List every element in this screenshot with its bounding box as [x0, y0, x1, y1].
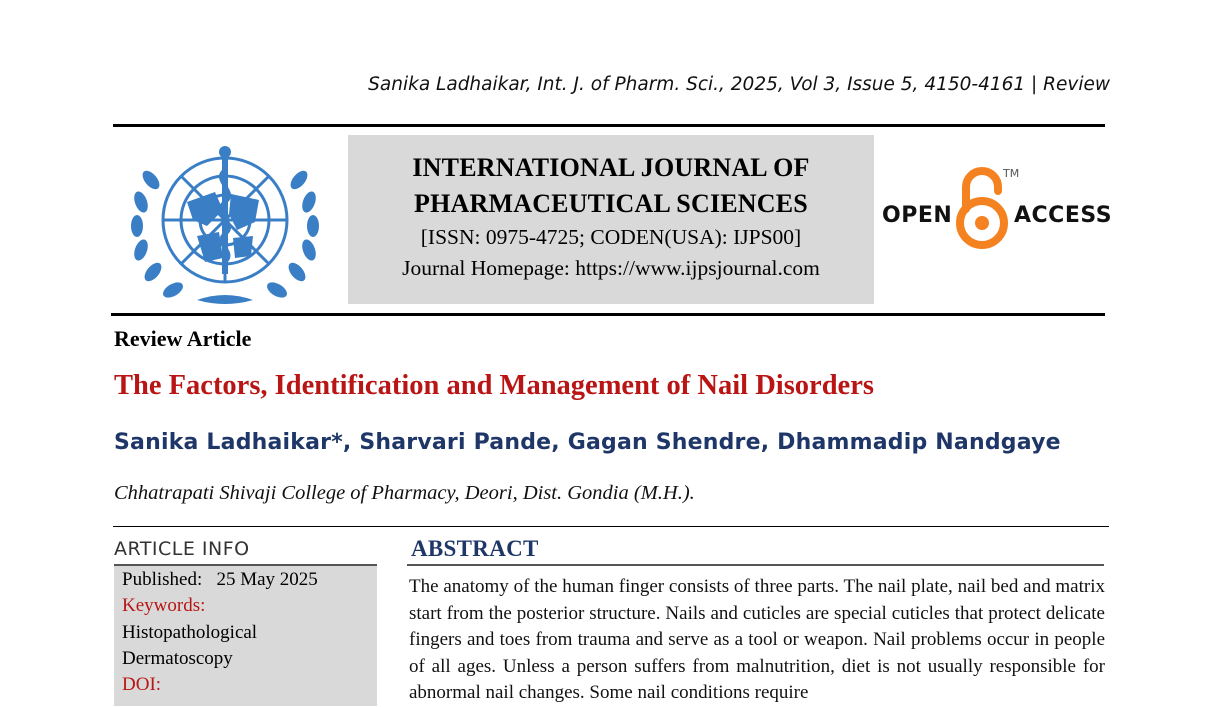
article-authors: Sanika Ladhaikar*, Sharvari Pande, Gagan Shendre, Dhammadip Nandgaye [114, 430, 1061, 455]
keyword-item: Histopathological [122, 622, 258, 643]
keyword-item: Dermatoscopy [122, 648, 233, 669]
header-top-rule [113, 124, 1105, 127]
published-value: 25 May 2025 [216, 569, 318, 590]
article-type: Review Article [114, 326, 252, 351]
journal-homepage[interactable]: Journal Homepage: https://www.ijpsjournal.com [402, 256, 820, 280]
abstract-text: The anatomy of the human finger consists of three parts. The nail plate, nail bed and matrix start from the posterior structure. Nails and cuticles are special cuticles that protect delicate fingers and toes from trauma and serve as a tool or weapon. Nail problems occur in people of all ages. Unless a person suffers from malnutrition, diet is not usually responsible for abnormal nail changes. Some nail conditions require [409, 576, 1105, 704]
section-divider [113, 526, 1109, 527]
open-access-left-text: OPEN [882, 203, 953, 228]
abstract-rule [407, 564, 1104, 566]
journal-title-line2: PHARMACEUTICAL SCIENCES [414, 189, 808, 218]
published-label: Published: [122, 569, 203, 590]
open-access-right-text: ACCESS [1014, 203, 1113, 228]
keywords-label: Keywords: [122, 595, 206, 616]
header-bottom-rule [111, 313, 1105, 316]
journal-issn: [ISSN: 0975-4725; CODEN(USA): IJPS00] [420, 225, 802, 249]
journal-title-line1: INTERNATIONAL JOURNAL OF [412, 153, 810, 182]
article-info-box [114, 566, 377, 706]
abstract-heading: ABSTRACT [411, 536, 539, 561]
article-info-heading: ARTICLE INFO [114, 538, 250, 560]
journal-masthead [348, 135, 874, 304]
article-title: The Factors, Identification and Management of Nail Disorders [114, 370, 874, 401]
trademark-mark: TM [1003, 167, 1020, 180]
open-access-badge [880, 165, 1113, 253]
journal-emblem-icon [127, 140, 323, 306]
article-affiliation: Chhatrapati Shivaji College of Pharmacy, Deori, Dist. Gondia (M.H.). [114, 482, 695, 504]
published-row [122, 569, 318, 591]
running-header-citation: Sanika Ladhaikar, Int. J. of Pharm. Sci., 2025, Vol 3, Issue 5, 4150-4161 | Review [368, 74, 1110, 95]
doi-label: DOI: [122, 674, 162, 695]
